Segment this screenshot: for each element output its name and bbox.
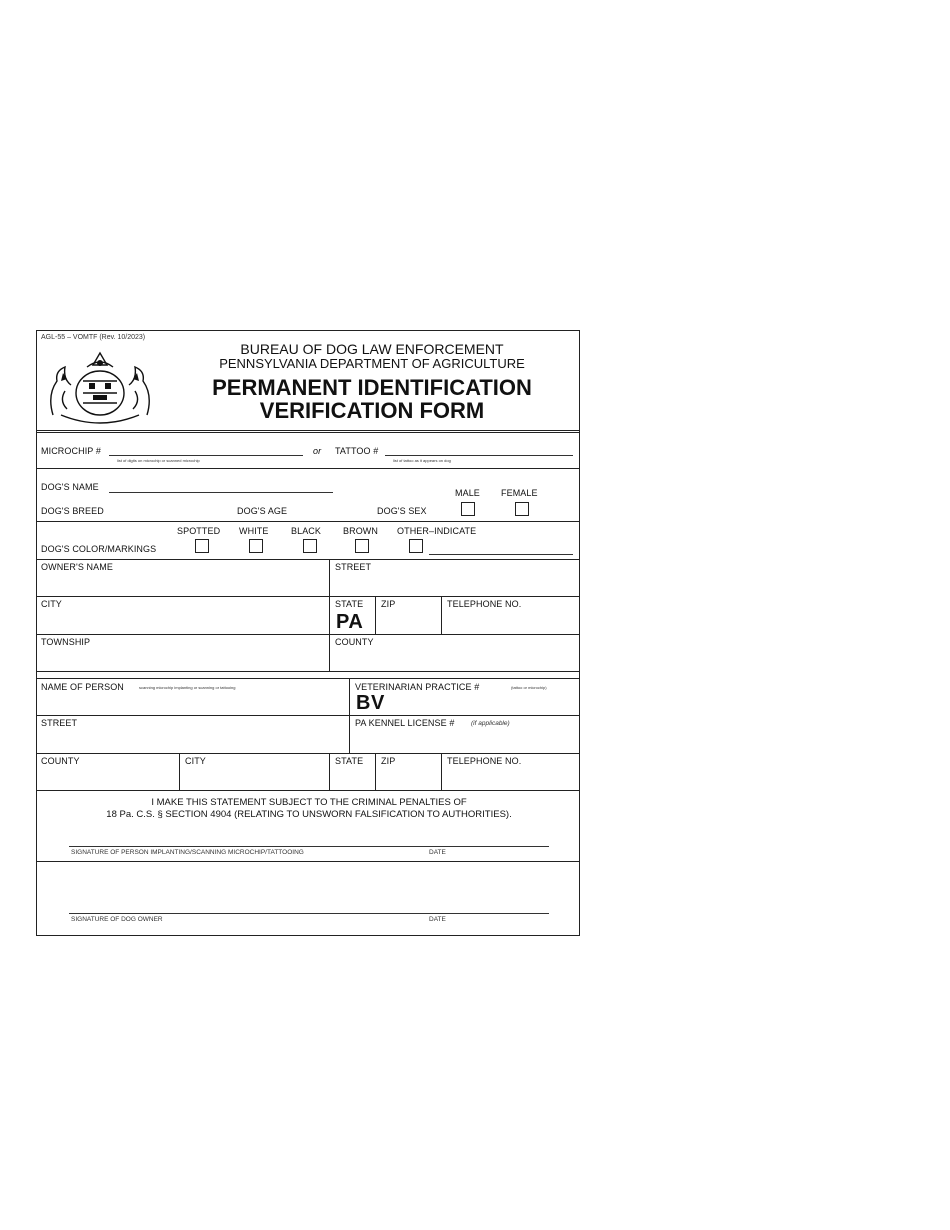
- color-option-white-label: WHITE: [239, 526, 269, 536]
- divider: [441, 753, 442, 790]
- dog-name-label: DOG'S NAME: [41, 482, 99, 492]
- verification-form: [36, 330, 580, 936]
- dog-name-field[interactable]: [109, 492, 333, 493]
- dog-age-label: DOG'S AGE: [237, 506, 288, 516]
- dog-breed-label: DOG'S BREED: [41, 506, 104, 516]
- divider: [37, 430, 579, 431]
- divider: [375, 753, 376, 790]
- or-label: or: [313, 446, 322, 456]
- implanter-signature-label: SIGNATURE OF PERSON IMPLANTING/SCANNING MICROCHIP/TATTOOING: [71, 849, 304, 856]
- divider: [37, 559, 579, 560]
- dog-color-label: DOG'S COLOR/MARKINGS: [41, 544, 157, 554]
- form-title-line1: PERMANENT IDENTIFICATION: [212, 375, 532, 400]
- divider: [329, 559, 330, 671]
- owner-signature-label: SIGNATURE OF DOG OWNER: [71, 916, 163, 923]
- person-zip-label: ZIP: [381, 756, 396, 766]
- other-checkbox[interactable]: [409, 539, 423, 553]
- microchip-note: list of digits on microchip or scanned microchip: [117, 458, 200, 463]
- divider: [37, 715, 579, 716]
- divider: [37, 634, 579, 635]
- vet-practice-label: VETERINARIAN PRACTICE #: [355, 682, 480, 692]
- department-title: PENNSYLVANIA DEPARTMENT OF AGRICULTURE: [219, 356, 525, 371]
- person-city-label: CITY: [185, 756, 206, 766]
- color-option-spotted-label: SPOTTED: [177, 526, 221, 536]
- bureau-title: BUREAU OF DOG LAW ENFORCEMENT: [240, 341, 504, 357]
- owner-state-value: PA: [336, 611, 364, 633]
- vet-practice-note: (tattoo or microchip): [511, 685, 547, 690]
- divider: [179, 753, 180, 790]
- owner-township-label: TOWNSHIP: [41, 637, 91, 647]
- female-checkbox[interactable]: [515, 502, 529, 516]
- divider: [37, 468, 579, 469]
- implanter-date-label: DATE: [429, 849, 446, 856]
- male-label: MALE: [455, 488, 480, 498]
- owner-signature-line[interactable]: [69, 913, 549, 914]
- male-checkbox[interactable]: [461, 502, 475, 516]
- divider: [37, 790, 579, 791]
- statement-line2: 18 Pa. C.S. § SECTION 4904 (RELATING TO UNSWORN FALSIFICATION TO AUTHORITIES).: [106, 809, 512, 820]
- owner-name-label: OWNER'S NAME: [41, 562, 113, 572]
- owner-county-label: COUNTY: [335, 637, 374, 647]
- owner-telephone-label: TELEPHONE NO.: [447, 599, 522, 609]
- dog-sex-label: DOG'S SEX: [377, 506, 427, 516]
- color-option-other-label: OTHER–INDICATE: [397, 526, 477, 536]
- person-street-label: STREET: [41, 718, 78, 728]
- person-state-label: STATE: [335, 756, 364, 766]
- divider: [375, 596, 376, 634]
- spotted-checkbox[interactable]: [195, 539, 209, 553]
- kennel-license-note: (if applicable): [471, 720, 510, 727]
- color-option-black-label: BLACK: [291, 526, 322, 536]
- person-telephone-label: TELEPHONE NO.: [447, 756, 522, 766]
- color-option-brown-label: BROWN: [343, 526, 378, 536]
- divider: [37, 861, 579, 862]
- owner-date-label: DATE: [429, 916, 446, 923]
- female-label: FEMALE: [501, 488, 538, 498]
- divider: [37, 596, 579, 597]
- state-seal-icon: [43, 345, 157, 427]
- person-name-label: NAME OF PERSON: [41, 682, 124, 692]
- owner-street-label: STREET: [335, 562, 372, 572]
- divider: [37, 432, 579, 433]
- divider: [329, 753, 330, 790]
- white-checkbox[interactable]: [249, 539, 263, 553]
- microchip-field[interactable]: [109, 455, 303, 456]
- tattoo-label: TATTOO #: [335, 446, 379, 456]
- divider: [37, 671, 579, 672]
- divider: [37, 678, 579, 679]
- other-color-field[interactable]: [429, 554, 573, 555]
- person-name-note: scanning microchip implanting or scanning or tattooing: [139, 685, 236, 690]
- person-county-label: COUNTY: [41, 756, 80, 766]
- brown-checkbox[interactable]: [355, 539, 369, 553]
- statement-line1: I MAKE THIS STATEMENT SUBJECT TO THE CRIMINAL PENALTIES OF: [151, 797, 467, 808]
- black-checkbox[interactable]: [303, 539, 317, 553]
- owner-zip-label: ZIP: [381, 599, 396, 609]
- form-title-line2: VERIFICATION FORM: [259, 398, 485, 423]
- divider: [441, 596, 442, 634]
- divider: [37, 753, 579, 754]
- owner-state-label: STATE: [335, 599, 364, 609]
- kennel-license-label: PA KENNEL LICENSE #: [355, 718, 455, 728]
- tattoo-field[interactable]: [385, 455, 573, 456]
- divider: [37, 521, 579, 522]
- implanter-signature-line[interactable]: [69, 846, 549, 847]
- microchip-label: MICROCHIP #: [41, 446, 101, 456]
- vet-practice-value: BV: [356, 692, 385, 714]
- tattoo-note: list of tattoo as it appears on dog: [393, 458, 451, 463]
- form-code: AGL-55 – VOMTF (Rev. 10/2023): [41, 334, 146, 341]
- owner-city-label: CITY: [41, 599, 62, 609]
